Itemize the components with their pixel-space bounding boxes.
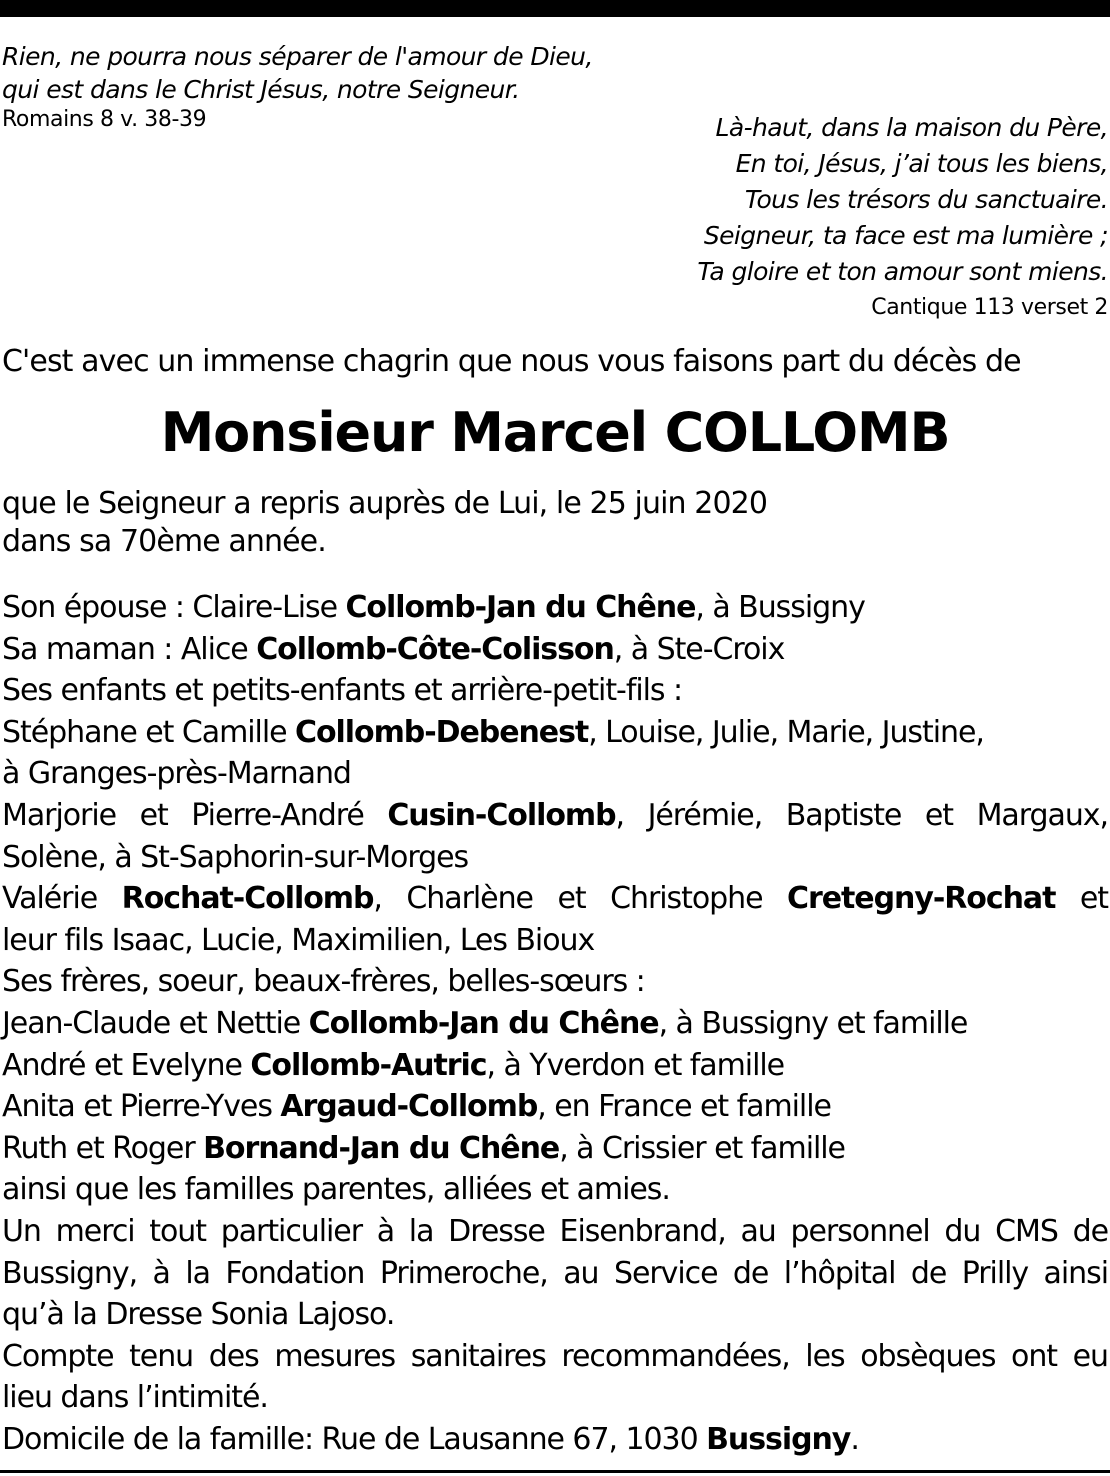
family-surname: Collomb-Jan du Chêne <box>308 1005 659 1041</box>
text-span: , à Crissier et famille <box>559 1130 845 1166</box>
family-line <box>2 795 1108 837</box>
family-line-spouse <box>2 587 1108 629</box>
text-span: , en France et famille <box>537 1089 831 1125</box>
family-surname: Collomb-Jan du Chêne <box>345 590 696 625</box>
text-span: Stéphane et Camille <box>2 714 296 750</box>
text-span: Ruth et Roger <box>2 1130 204 1166</box>
death-date-line: que le Seigneur a repris auprès de Lui, le 25 juin 2020 <box>2 486 768 521</box>
text-span: , à Bussigny et famille <box>658 1005 968 1041</box>
text-span: . <box>850 1421 859 1457</box>
family-surname: Rochat-Collomb <box>121 881 374 917</box>
family-surname: Argaud-Collomb <box>280 1089 538 1125</box>
family-line: Solène, à St-Saphorin-sur-Morges <box>2 839 469 875</box>
hymn-quote-reference: Cantique 113 verset 2 <box>871 295 1108 320</box>
deceased-name: Monsieur Marcel COLLOMB <box>160 401 950 464</box>
top-rule <box>0 0 1110 17</box>
family-line <box>2 712 1108 754</box>
death-details <box>2 485 767 561</box>
family-line-children-heading: Ses enfants et petits-enfants et arrière-petit-fils : <box>2 673 683 709</box>
hymn-quote-line: Tous les trésors du sanctuaire. <box>744 185 1108 214</box>
text-span: Valérie <box>2 881 122 917</box>
age-line: dans sa 70ème année. <box>2 524 326 559</box>
text-span: Son épouse : Claire-Lise <box>2 590 346 625</box>
bottom-rule <box>0 1470 1110 1473</box>
family-surname: Bornand-Jan du Chêne <box>203 1130 560 1166</box>
text-span: , à Ste-Croix <box>613 631 785 667</box>
text-span: , Jérémie, Baptiste et Margaux, <box>615 797 1108 833</box>
text-span: , à Yverdon et famille <box>486 1047 785 1083</box>
text-span: , à Bussigny <box>695 590 865 625</box>
text-span: Anita et Pierre-Yves <box>2 1089 281 1125</box>
family-line: à Granges-près-Marnand <box>2 756 351 792</box>
family-surname: Cusin-Collomb <box>387 797 616 833</box>
funeral-note-line: lieu dans l’intimité. <box>2 1380 268 1416</box>
text-span: Marjorie et Pierre-André <box>2 797 388 833</box>
text-span: Jean-Claude et Nettie <box>2 1005 309 1041</box>
address-town: Bussigny <box>706 1421 851 1457</box>
family-line-mother <box>2 629 1108 671</box>
family-address-line <box>2 1419 1108 1461</box>
family-surname: Cretegny-Rochat <box>787 881 1056 917</box>
text-span: Domicile de la famille: Rue de Lausanne 67, 1030 <box>2 1421 707 1457</box>
family-line <box>2 1003 1108 1045</box>
family-surname: Collomb-Debenest <box>295 714 589 750</box>
hymn-quote-line: Seigneur, ta face est ma lumière ; <box>703 221 1108 250</box>
thanks-line: qu’à la Dresse Sonia Lajoso. <box>2 1297 395 1333</box>
family-line <box>2 878 1108 920</box>
family-line-siblings-heading: Ses frères, soeur, beaux-frères, belles-sœurs : <box>2 964 645 1000</box>
announcement-intro: C'est avec un immense chagrin que nous vous faisons part du décès de <box>2 344 1021 379</box>
thanks-line: Un merci tout particulier à la Dresse Eisenbrand, au personnel du CMS de <box>2 1213 1108 1249</box>
hymn-quote-line: Ta gloire et ton amour sont miens. <box>697 257 1108 286</box>
text-span: Sa maman : Alice <box>2 631 257 667</box>
text-span: , Charlène et Christophe <box>373 881 787 917</box>
family-line <box>2 1128 1108 1170</box>
family-line <box>2 1045 1108 1087</box>
bible-quote-line: qui est dans le Christ Jésus, notre Seigneur. <box>2 75 520 104</box>
family-surname: Collomb-Autric <box>250 1047 487 1083</box>
family-list <box>2 587 1108 1460</box>
text-span: et <box>1055 881 1109 917</box>
family-surname: Collomb-Côte-Colisson <box>256 631 614 667</box>
family-line <box>2 1086 1108 1128</box>
funeral-note-line: Compte tenu des mesures sanitaires recommandées, les obsèques ont eu <box>2 1338 1108 1374</box>
bible-quote-reference: Romains 8 v. 38-39 <box>2 107 207 132</box>
hymn-quote-line: Là-haut, dans la maison du Père, <box>715 113 1108 142</box>
hymn-quote-line: En toi, Jésus, j’ai tous les biens, <box>735 149 1108 178</box>
text-span: , Louise, Julie, Marie, Justine, <box>588 714 984 750</box>
family-line: leur fils Isaac, Lucie, Maximilien, Les Bioux <box>2 922 595 958</box>
thanks-line: Bussigny, à la Fondation Primeroche, au Service de l’hôpital de Prilly ainsi <box>2 1255 1108 1291</box>
family-line: ainsi que les familles parentes, alliées et amies. <box>2 1172 670 1208</box>
bible-quote-line: Rien, ne pourra nous séparer de l'amour de Dieu, <box>2 42 593 71</box>
text-span: André et Evelyne <box>2 1047 251 1083</box>
hymn-quote <box>488 110 1108 326</box>
